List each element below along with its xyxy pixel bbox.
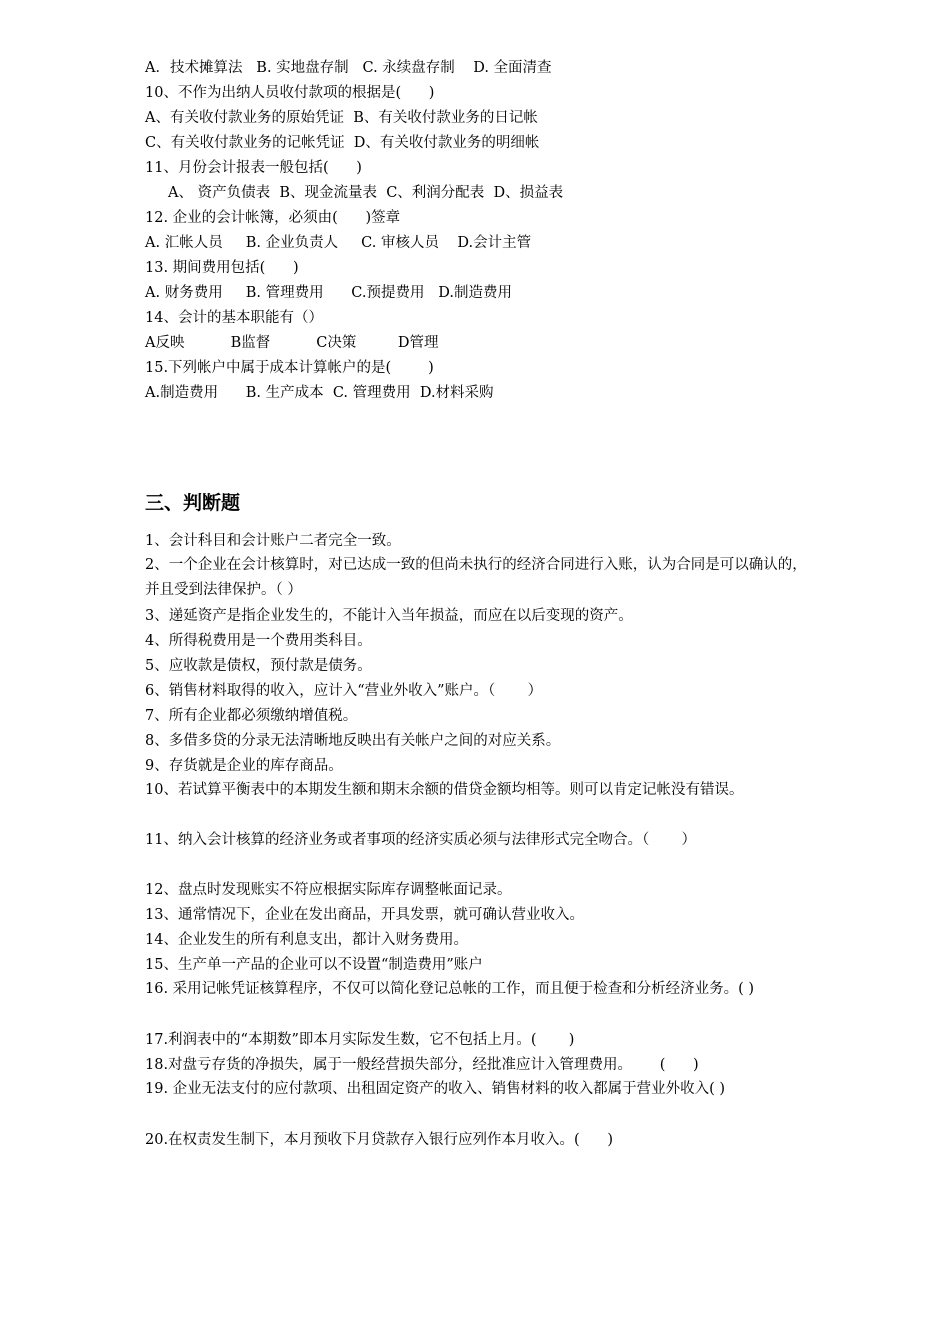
judge-item: 13、通常情况下，企业在发出商品，开具发票，就可确认营业收入。: [145, 907, 584, 923]
choice-line: A.制造费用 B. 生产成本 C. 管理费用 D.材料采购: [145, 385, 494, 401]
choice-line: C、有关收付款业务的记帐凭证 D、有关收付款业务的明细帐: [145, 135, 540, 151]
choice-line: A. 财务费用 B. 管理费用 C.预提费用 D.制造费用: [145, 285, 512, 301]
judge-item: 6、销售材料取得的收入，应计入“营业外收入”账户。（ ）: [145, 683, 543, 699]
judge-item: 9、存货就是企业的库存商品。: [145, 758, 343, 774]
judge-item: 8、多借多贷的分录无法清晰地反映出有关帐户之间的对应关系。: [145, 733, 561, 749]
question-10: 10、不作为出纳人员收付款项的根据是( ): [145, 85, 435, 101]
judge-item: 5、应收款是债权，预付款是债务。: [145, 658, 372, 674]
judge-item: 4、所得税费用是一个费用类科目。: [145, 633, 372, 649]
section-title: 三、判断题: [145, 492, 241, 514]
judge-item: 10、若试算平衡表中的本期发生额和期末余额的借贷金额均相等。则可以肯定记帐没有错误。: [145, 782, 744, 798]
judge-item: 17.利润表中的“本期数”即本月实际发生数，它不包括上月。( ): [145, 1032, 575, 1048]
choice-line: A、有关收付款业务的原始凭证 B、有关收付款业务的日记帐: [145, 110, 538, 126]
choice-line: A．技术摊算法 B. 实地盘存制 C. 永续盘存制 D. 全面清查: [145, 60, 552, 76]
choice-line: A、 资产负债表 B、现金流量表 C、利润分配表 D、损益表: [145, 185, 564, 201]
judge-item: 20.在权责发生制下，本月预收下月贷款存入银行应列作本月收入。( ): [145, 1132, 614, 1148]
judge-item: 16. 采用记帐凭证核算程序，不仅可以简化登记总帐的工作，而且便于检查和分析经济业务。( ): [145, 981, 755, 997]
judge-item: 3、递延资产是指企业发生的，不能计入当年损益，而应在以后变现的资产。: [145, 608, 633, 624]
question-13: 13. 期间费用包括( ): [145, 260, 299, 276]
question-14: 14、会计的基本职能有（）: [145, 310, 323, 326]
question-15: 15.下列帐户中属于成本计算帐户的是( ): [145, 360, 434, 376]
judge-item: 14、企业发生的所有利息支出，都计入财务费用。: [145, 932, 468, 948]
judge-item: 7、所有企业都必须缴纳增值税。: [145, 708, 358, 724]
judge-item: 15、生产单一产品的企业可以不设置“制造费用”账户: [145, 957, 483, 973]
judge-item: 1、会计科目和会计账户二者完全一致。: [145, 533, 401, 549]
judge-item: 18.对盘亏存货的净损失，属于一般经营损失部分，经批准应计入管理费用。 ( ): [145, 1057, 699, 1073]
judge-item: 11、纳入会计核算的经济业务或者事项的经济实质必须与法律形式完全吻合。（ ）: [145, 832, 696, 848]
judge-item: 19. 企业无法支付的应付款项、出租固定资产的收入、销售材料的收入都属于营业外收入( ): [145, 1081, 726, 1097]
question-12: 12. 企业的会计帐簿，必须由( )签章: [145, 210, 401, 226]
question-11: 11、月份会计报表一般包括( ): [145, 160, 362, 176]
judge-item: 12、盘点时发现账实不符应根据实际库存调整帐面记录。: [145, 882, 512, 898]
judge-item: 2、一个企业在会计核算时，对已达成一致的但尚未执行的经济合同进行入账，认为合同是可以确认的，并且受到法律保护。（ ）: [145, 557, 807, 598]
choice-line: A反映 B监督 C决策 D管理: [145, 335, 439, 351]
choice-line: A. 汇帐人员 B. 企业负责人 C. 审核人员 D.会计主管: [145, 235, 532, 251]
